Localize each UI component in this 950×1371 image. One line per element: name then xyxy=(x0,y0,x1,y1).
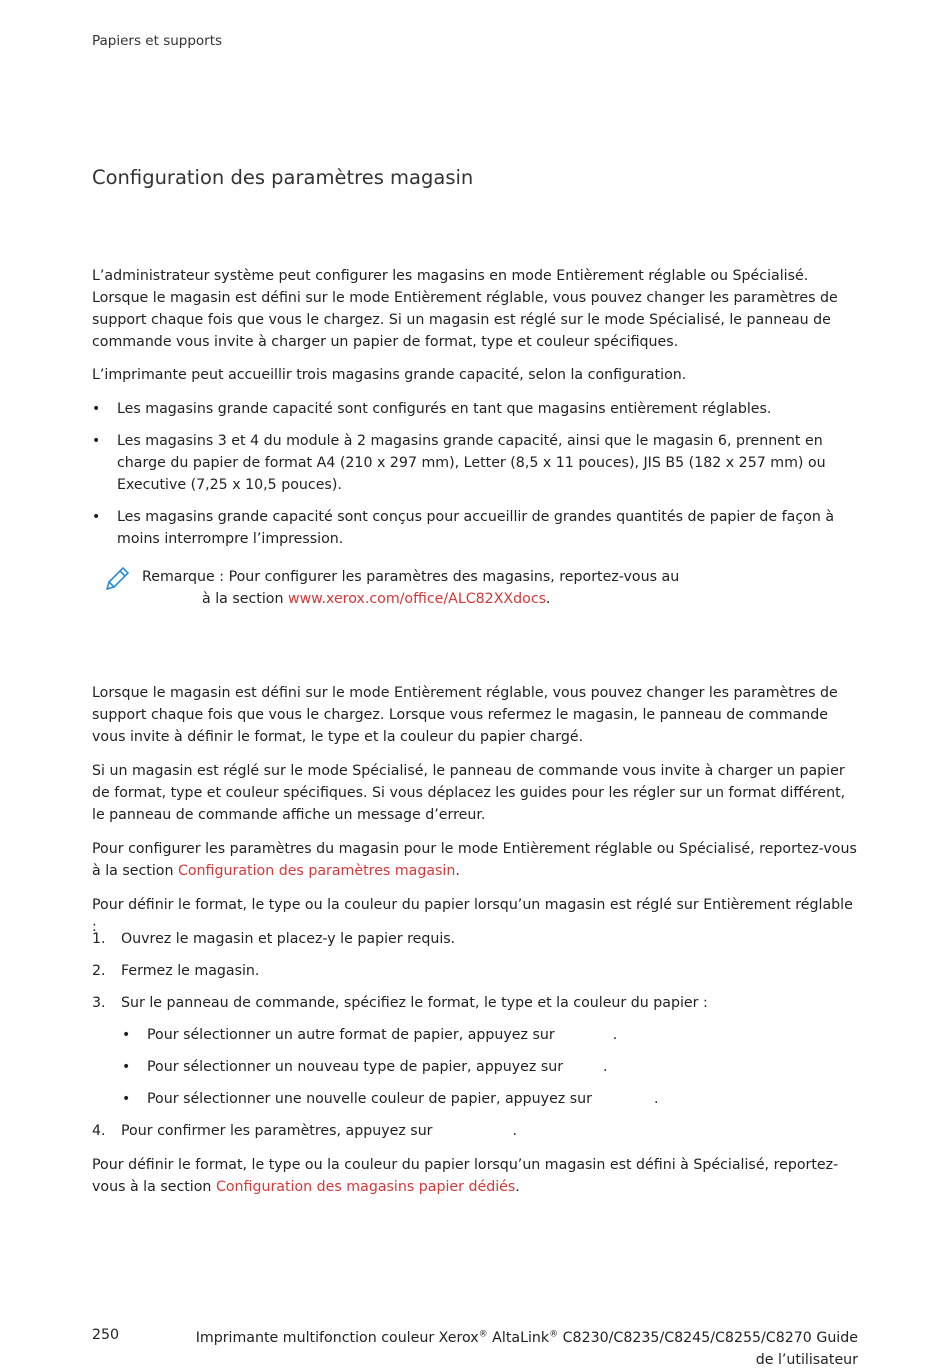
bullet-item: Les magasins 3 et 4 du module à 2 magasins grande capacité, ainsi que le magasin 6, prennent en charge du papier de format A4 (210 x 297 mm), Letter (8,5 x 11 pouces), JIS B5 (182 x 257 mm) ou Executive (7,25 x 10,5 pouces). xyxy=(117,433,826,493)
procedure-intro: Pour définir le format, le type ou la couleur du papier lorsqu’un magasin est réglé sur Entièrement réglable : xyxy=(92,897,853,935)
dedicated-prefix: Pour définir le format, le type ou la couleur du papier lorsqu’un magasin est défini à Spécialisé, reportez-vous à la section xyxy=(92,1157,839,1195)
step-number: 3. xyxy=(92,995,106,1011)
note-suffix: . xyxy=(546,591,551,607)
xerox-docs-link[interactable]: www.xerox.com/office/ALC82XXdocs xyxy=(287,591,547,607)
tray-settings-link[interactable]: Configuration des paramètres magasin xyxy=(177,863,456,879)
intro-paragraph: L’administrateur système peut configurer les magasins en mode Entièrement réglable ou Spécialisé. Lorsque le magasin est défini sur le mode Entièrement réglable, vous pouvez changer les paramètres de support chaque fois que vous le chargez. Si un magasin est réglé sur le mode Spécialisé, le panneau de commande vous invite à charger un papier de format, type et couleur spécifiques. xyxy=(92,268,838,350)
step-4-tail: . xyxy=(512,1123,518,1139)
dedicated-suffix: . xyxy=(515,1179,520,1195)
page-number: 250 xyxy=(92,1327,120,1343)
footer-title-part: C8230/C8235/C8245/C8255/C8270 Guide de l’utilisateur xyxy=(558,1330,858,1368)
substep-tail: . xyxy=(653,1091,659,1107)
bullet-marker: • xyxy=(122,1059,131,1075)
substep-type xyxy=(147,1056,847,1078)
bullet-marker: • xyxy=(122,1091,131,1107)
substep-color xyxy=(147,1088,847,1110)
dedicated-trays-link[interactable]: Configuration des magasins papier dédiés xyxy=(215,1179,516,1195)
section-title: Configuration des paramètres magasin xyxy=(92,166,474,189)
step-text: Ouvrez le magasin et placez-y le papier requis. xyxy=(121,931,456,947)
configure-suffix: . xyxy=(455,863,460,879)
intro-capacity-paragraph: L’imprimante peut accueillir trois magasins grande capacité, selon la configuration. xyxy=(92,367,687,383)
step-number: 2. xyxy=(92,963,106,979)
substep-tail: . xyxy=(612,1027,618,1043)
bullet-marker: • xyxy=(122,1027,131,1043)
dedicated-procedure-paragraph xyxy=(92,1154,860,1198)
bullet-item: Les magasins grande capacité sont configurés en tant que magasins entièrement réglables. xyxy=(117,401,772,417)
pencil-note-icon xyxy=(103,565,131,593)
substep-text: Pour sélectionner un autre format de papier, appuyez sur xyxy=(147,1027,555,1043)
bullet-marker: • xyxy=(92,401,101,417)
bullet-item: Les magasins grande capacité sont conçus pour accueillir de grandes quantités de papier de façon à moins interrompre l’impression. xyxy=(117,509,835,547)
step-number: 4. xyxy=(92,1123,106,1139)
bullet-marker: • xyxy=(92,509,101,525)
substep-text: Pour sélectionner une nouvelle couleur de papier, appuyez sur xyxy=(147,1091,592,1107)
bullet-marker: • xyxy=(92,433,101,449)
registered-mark: ® xyxy=(549,1329,559,1340)
running-header: Papiers et supports xyxy=(92,33,223,49)
adjustable-mode-paragraph: Lorsque le magasin est défini sur le mode Entièrement réglable, vous pouvez changer les paramètres de support chaque fois que vous le chargez. Lorsque vous refermez le magasin, le panneau de commande vous invite à définir le format, le type et la couleur du papier chargé. xyxy=(92,685,838,745)
note-prefix: à la section xyxy=(202,591,284,607)
step-text xyxy=(121,1120,857,1142)
substep-text: Pour sélectionner un nouveau type de papier, appuyez sur xyxy=(147,1059,564,1075)
substep-tail: . xyxy=(603,1059,608,1075)
step-text: Sur le panneau de commande, spécifiez le format, le type et la couleur du papier : xyxy=(121,995,708,1011)
step-number: 1. xyxy=(92,931,106,947)
step-4-text: Pour confirmer les paramètres, appuyez sur xyxy=(121,1123,433,1139)
step-text: Fermez le magasin. xyxy=(121,963,260,979)
configure-paragraph xyxy=(92,838,860,882)
note-line-2 xyxy=(202,588,842,610)
footer-document-title xyxy=(182,1327,858,1371)
footer-title-part: Imprimante multifonction couleur Xerox xyxy=(195,1330,479,1346)
dedicated-mode-paragraph: Si un magasin est réglé sur le mode Spécialisé, le panneau de commande vous invite à charger un papier de format, type et couleur spécifiques. Si vous déplacez les guides pour les régler sur un format différent, le panneau de commande affiche un message d’erreur. xyxy=(92,763,846,823)
substep-format xyxy=(147,1024,847,1046)
configure-prefix: Pour configurer les paramètres du magasin pour le mode Entièrement réglable ou Spécialisé, reportez-vous à la section xyxy=(92,841,857,879)
registered-mark: ® xyxy=(478,1329,488,1340)
footer-title-part: AltaLink xyxy=(487,1330,550,1346)
note-line-1: Remarque : Pour configurer les paramètres des magasins, reportez-vous au xyxy=(142,569,680,585)
